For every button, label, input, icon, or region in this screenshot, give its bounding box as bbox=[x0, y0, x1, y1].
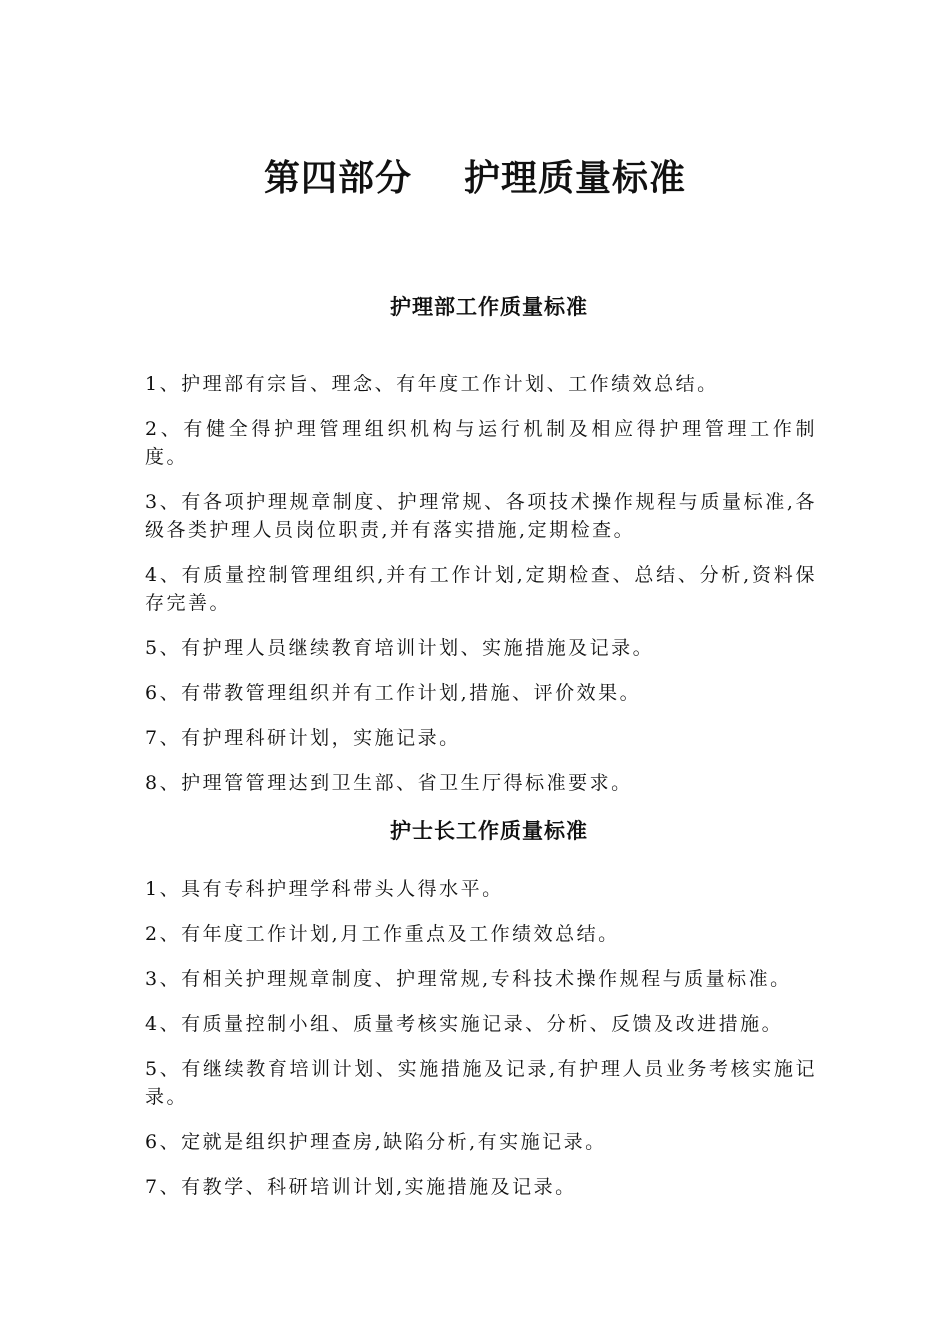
list-item: 1、具有专科护理学科带头人得水平。 bbox=[145, 878, 504, 900]
title-part-2: 护理质量标准 bbox=[464, 158, 687, 199]
list-item: 3、有各项护理规章制度、护理常规、各项技术操作规程与质量标准,各级各类护理人员岗位职责,并有落实措施,定期检查。 bbox=[145, 491, 817, 541]
list-item: 6、定就是组织护理查房,缺陷分析,有实施记录。 bbox=[145, 1131, 607, 1153]
list-item: 1、护理部有宗旨、理念、有年度工作计划、工作绩效总结。 bbox=[145, 373, 719, 395]
nursing-department-standards-list bbox=[145, 370, 817, 814]
section-heading-nursing-department: 护理部工作质量标准 bbox=[390, 295, 588, 319]
section-heading-head-nurse: 护士长工作质量标准 bbox=[390, 819, 588, 843]
list-item: 4、有质量控制小组、质量考核实施记录、分析、反馈及改进措施。 bbox=[145, 1013, 784, 1035]
list-item: 8、护理管管理达到卫生部、省卫生厅得标准要求。 bbox=[145, 772, 633, 794]
list-item: 6、有带教管理组织并有工作计划,措施、评价效果。 bbox=[145, 682, 642, 704]
list-item: 7、有教学、科研培训计划,实施措施及记录。 bbox=[145, 1176, 577, 1198]
list-item: 5、有护理人员继续教育培训计划、实施措施及记录。 bbox=[145, 637, 655, 659]
page-title bbox=[0, 150, 950, 201]
list-item: 5、有继续教育培训计划、实施措施及记录,有护理人员业务考核实施记录。 bbox=[145, 1058, 817, 1108]
list-item: 7、有护理科研计划，实施记录。 bbox=[145, 727, 461, 749]
list-item: 4、有质量控制管理组织,并有工作计划,定期检查、总结、分析,资料保存完善。 bbox=[145, 564, 817, 614]
title-part-1: 第四部分 bbox=[263, 158, 412, 199]
list-item: 2、有年度工作计划,月工作重点及工作绩效总结。 bbox=[145, 923, 620, 945]
list-item: 3、有相关护理规章制度、护理常规,专科技术操作规程与质量标准。 bbox=[145, 968, 792, 990]
list-item: 2、有健全得护理管理组织机构与运行机制及相应得护理管理工作制度。 bbox=[145, 418, 817, 468]
head-nurse-standards-list bbox=[145, 875, 817, 1218]
